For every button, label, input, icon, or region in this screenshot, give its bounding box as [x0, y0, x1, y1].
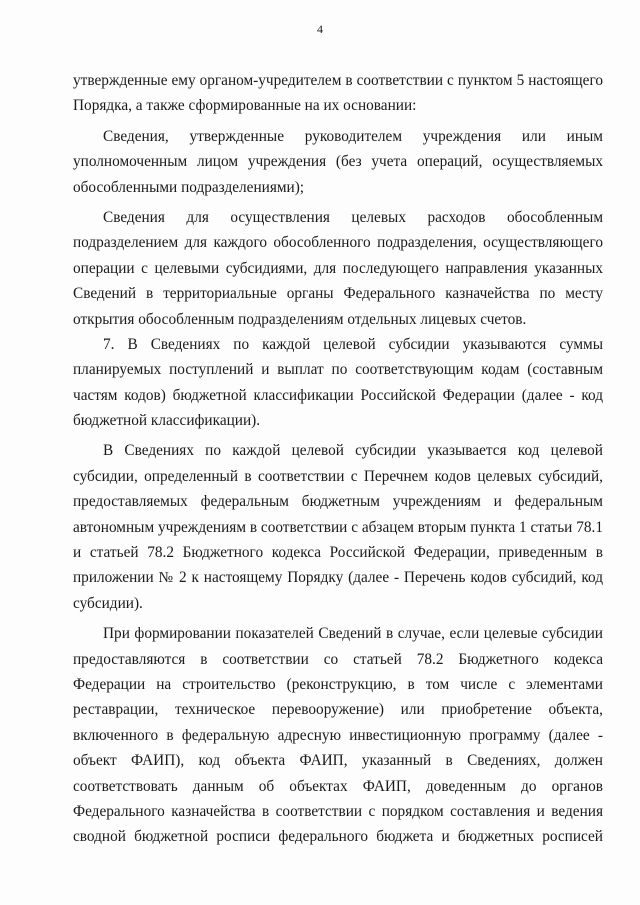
text-line: планируемых поступлений и выплат по соответствующим кодам (составным — [73, 361, 603, 379]
text-line: обособленными подразделениями); — [73, 178, 305, 196]
text-line: Порядка, а также сформированные на их основании: — [73, 97, 417, 115]
text-line: бюджетной классификации). — [73, 412, 261, 430]
paragraph-5 — [73, 438, 603, 616]
text-line: Федерального казначейства в соответствии с порядком составления и ведения — [73, 802, 603, 820]
text-line: Сведения для осуществления целевых расходов обособленным — [103, 208, 603, 226]
text-line: утвержденные ему органом-учредителем в соответствии с пунктом 5 настоящего — [73, 72, 603, 89]
text-line: сводной бюджетной росписи федерального бюджета и бюджетных росписей — [73, 828, 603, 846]
text-line: открытия обособленным подразделениям отдельных лицевых счетов. — [73, 310, 527, 328]
text-line: Сведений в территориальные органы Федерального казначейства по месту — [73, 285, 603, 303]
text-line: субсидии, определенный в соответствии с Перечнем кодов целевых субсидий, — [73, 467, 603, 485]
document-body — [73, 68, 603, 850]
text-line: объект ФАИП), код объекта ФАИП, указанный в Сведениях, должен — [73, 752, 603, 770]
paragraph-2 — [73, 124, 603, 200]
text-line: подразделением для каждого обособленного подразделения, осуществляющего — [73, 234, 603, 252]
paragraph-1 — [73, 68, 603, 119]
text-line: Федерации на строительство (реконструкцию, в том числе с элементами — [73, 675, 603, 693]
text-line: субсидии). — [73, 594, 143, 612]
text-line: частям кодов) бюджетной классификации Российской Федерации (далее - код — [73, 386, 603, 404]
text-line: автономным учреждениям в соответствии с абзацем вторым пункта 1 статьи 78.1 — [73, 518, 603, 536]
text-line: При формировании показателей Сведений в случае, если целевые субсидии — [103, 625, 603, 643]
text-line: предоставляемых федеральным бюджетным учреждениям и федеральным — [73, 493, 603, 511]
paragraph-4 — [73, 332, 603, 434]
text-line: уполномоченным лицом учреждения (без учета операций, осуществляемых — [73, 153, 603, 171]
page-number: 4 — [317, 22, 323, 36]
text-line: включенного в федеральную адресную инвестиционную программу (далее - — [73, 726, 603, 744]
text-line: приложении № 2 к настоящему Порядку (далее - Перечень кодов субсидий, код — [73, 569, 603, 587]
text-line: и статьей 78.2 Бюджетного кодекса Российской Федерации, приведенным в — [73, 544, 603, 562]
paragraph-3 — [73, 205, 603, 332]
text-line: 7. В Сведениях по каждой целевой субсидии указываются суммы — [103, 335, 603, 353]
text-line: реставрации, техническое перевооружение) или приобретение объекта, — [73, 701, 603, 719]
paragraph-6 — [73, 621, 603, 850]
text-line: соответствовать данным об объектах ФАИП, доведенным до органов — [73, 777, 603, 795]
text-line: операции с целевыми субсидиями, для последующего направления указанных — [73, 259, 603, 277]
text-line: В Сведениях по каждой целевой субсидии указывается код целевой — [103, 442, 603, 460]
text-line: предоставляются в соответствии со статьей 78.2 Бюджетного кодекса — [73, 650, 603, 668]
text-line: Сведения, утвержденные руководителем учреждения или иным — [103, 127, 603, 145]
